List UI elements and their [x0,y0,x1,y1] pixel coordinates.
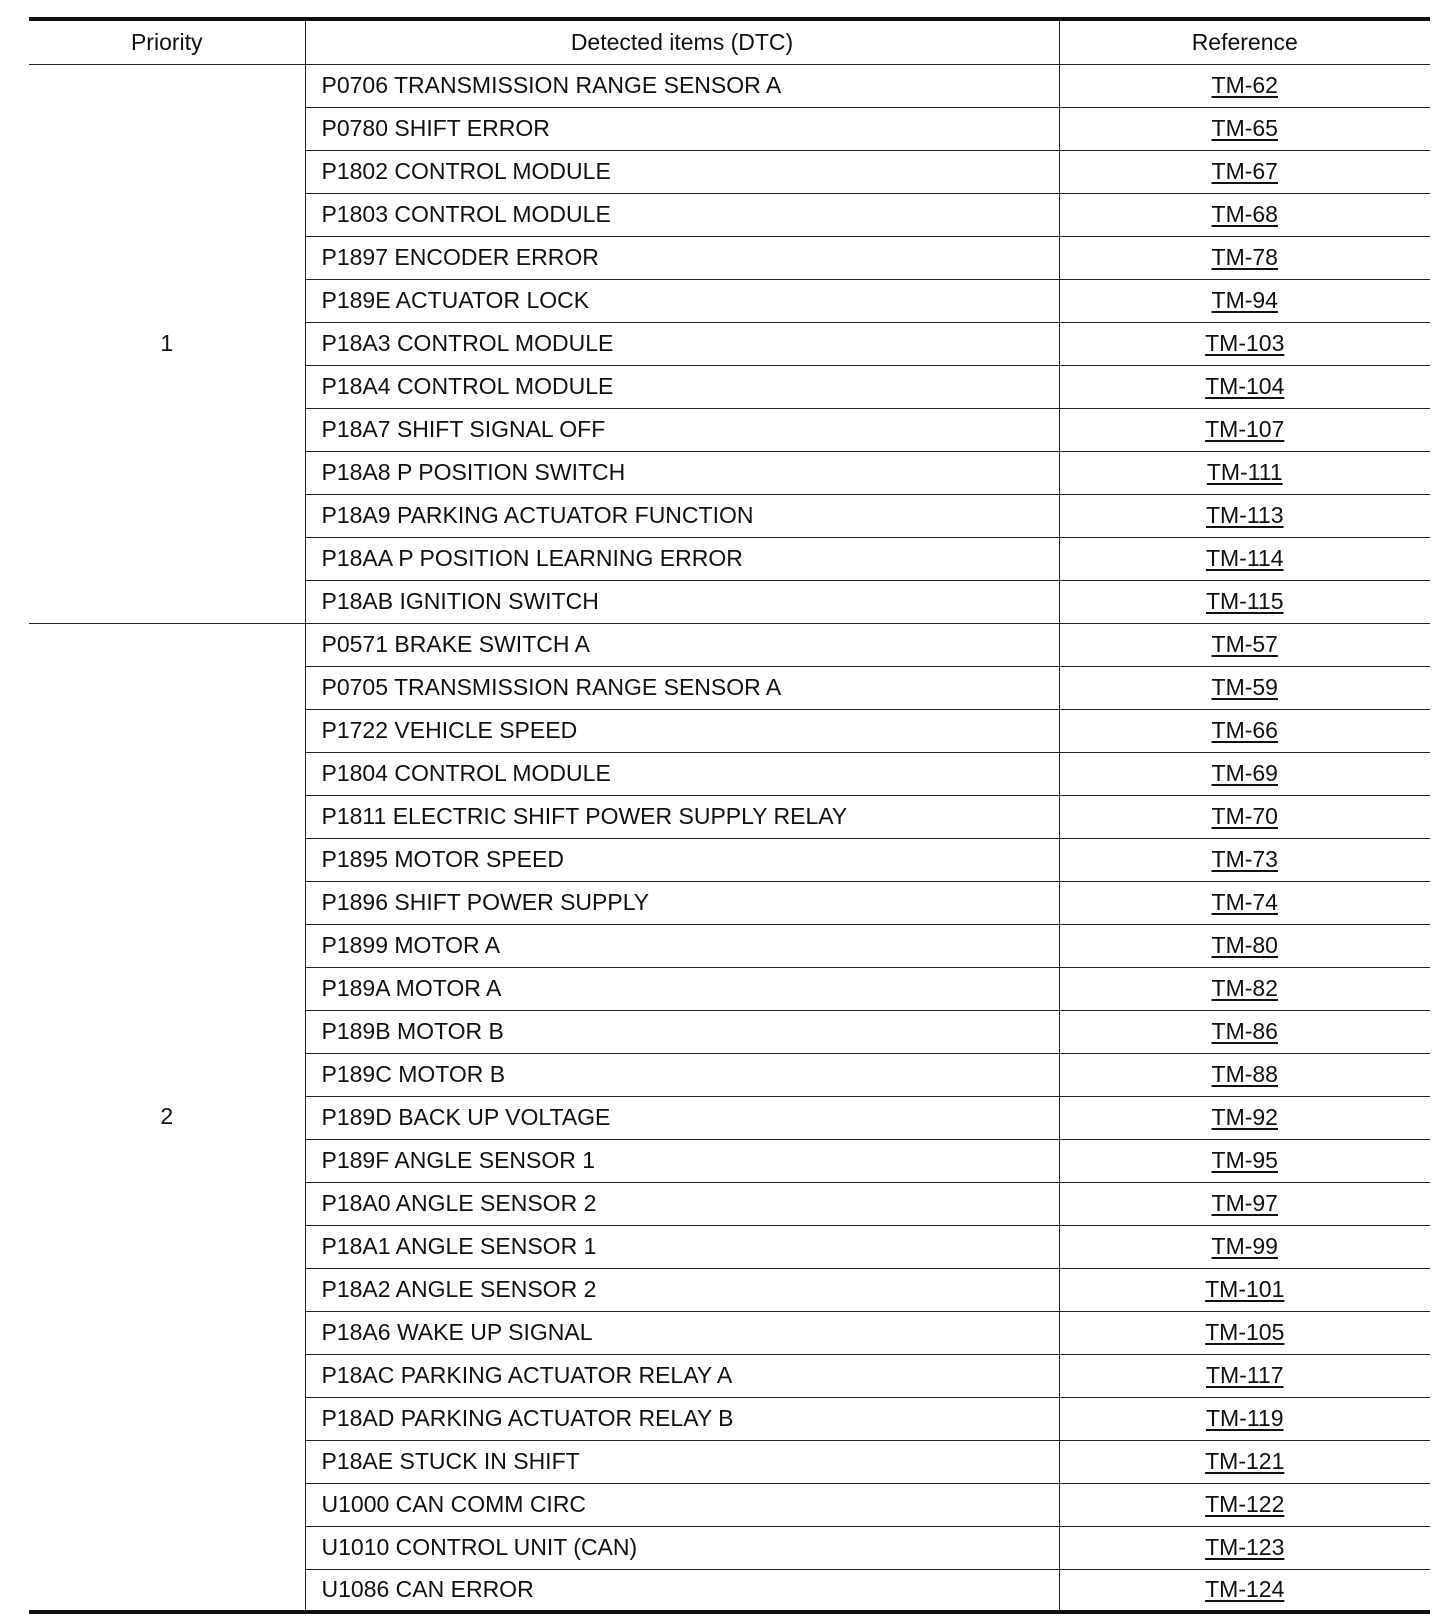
reference-cell [1059,623,1430,666]
reference-cell [1059,193,1430,236]
reference-link[interactable]: TM-69 [1211,760,1278,786]
dtc-cell: P18A3 CONTROL MODULE [305,322,1059,365]
reference-link[interactable]: TM-92 [1211,1104,1278,1130]
reference-link[interactable]: TM-124 [1205,1576,1285,1603]
reference-link[interactable]: TM-86 [1211,1018,1278,1044]
table-row [29,64,1430,107]
reference-link[interactable]: TM-121 [1205,1448,1285,1474]
reference-cell [1059,580,1430,623]
reference-link[interactable]: TM-66 [1211,717,1278,743]
reference-cell [1059,1096,1430,1139]
dtc-cell: P18A9 PARKING ACTUATOR FUNCTION [305,494,1059,537]
reference-cell [1059,365,1430,408]
dtc-cell: P1811 ELECTRIC SHIFT POWER SUPPLY RELAY [305,795,1059,838]
dtc-priority-table [29,17,1430,1614]
dtc-cell: P18AC PARKING ACTUATOR RELAY A [305,1354,1059,1397]
header-reference: Reference [1059,19,1430,64]
reference-link[interactable]: TM-99 [1211,1233,1278,1259]
reference-cell [1059,150,1430,193]
dtc-cell: P189E ACTUATOR LOCK [305,279,1059,322]
dtc-cell: P1722 VEHICLE SPEED [305,709,1059,752]
reference-cell [1059,1569,1430,1612]
reference-link[interactable]: TM-57 [1211,631,1278,657]
dtc-cell: P1897 ENCODER ERROR [305,236,1059,279]
reference-link[interactable]: TM-114 [1205,545,1284,571]
dtc-cell: P18AA P POSITION LEARNING ERROR [305,537,1059,580]
reference-cell [1059,881,1430,924]
reference-link[interactable]: TM-119 [1205,1405,1284,1431]
reference-link[interactable]: TM-65 [1211,115,1278,141]
reference-link[interactable]: TM-59 [1211,674,1278,700]
reference-link[interactable]: TM-97 [1211,1190,1278,1216]
reference-cell [1059,1526,1430,1569]
reference-cell [1059,752,1430,795]
priority-cell: 1 [29,64,305,623]
priority-cell: 2 [29,623,305,1612]
dtc-cell: P18A6 WAKE UP SIGNAL [305,1311,1059,1354]
dtc-cell: P18A2 ANGLE SENSOR 2 [305,1268,1059,1311]
dtc-cell: U1010 CONTROL UNIT (CAN) [305,1526,1059,1569]
reference-cell [1059,838,1430,881]
reference-cell [1059,1397,1430,1440]
dtc-cell: P18A1 ANGLE SENSOR 1 [305,1225,1059,1268]
reference-link[interactable]: TM-117 [1205,1362,1284,1388]
reference-link[interactable]: TM-107 [1205,416,1285,442]
reference-cell [1059,322,1430,365]
reference-cell [1059,709,1430,752]
reference-cell [1059,1268,1430,1311]
reference-link[interactable]: TM-113 [1205,502,1284,528]
reference-link[interactable]: TM-94 [1211,287,1278,313]
reference-cell [1059,666,1430,709]
header-priority: Priority [29,19,305,64]
dtc-cell: P1896 SHIFT POWER SUPPLY [305,881,1059,924]
reference-cell [1059,1053,1430,1096]
dtc-cell: P18A8 P POSITION SWITCH [305,451,1059,494]
reference-cell [1059,1139,1430,1182]
dtc-cell: P0705 TRANSMISSION RANGE SENSOR A [305,666,1059,709]
dtc-cell: P189A MOTOR A [305,967,1059,1010]
reference-link[interactable]: TM-74 [1211,889,1278,915]
reference-link[interactable]: TM-67 [1211,158,1278,184]
reference-cell [1059,924,1430,967]
reference-link[interactable]: TM-62 [1211,72,1278,98]
dtc-cell: U1086 CAN ERROR [305,1569,1059,1612]
reference-cell [1059,537,1430,580]
reference-link[interactable]: TM-95 [1211,1147,1278,1173]
dtc-cell: P0706 TRANSMISSION RANGE SENSOR A [305,64,1059,107]
dtc-cell: P18A4 CONTROL MODULE [305,365,1059,408]
dtc-cell: P1802 CONTROL MODULE [305,150,1059,193]
reference-link[interactable]: TM-123 [1205,1534,1285,1560]
dtc-cell: P18A0 ANGLE SENSOR 2 [305,1182,1059,1225]
reference-link[interactable]: TM-82 [1211,975,1278,1001]
reference-link[interactable]: TM-103 [1205,330,1285,356]
dtc-cell: P189F ANGLE SENSOR 1 [305,1139,1059,1182]
reference-cell [1059,795,1430,838]
dtc-cell: P18AE STUCK IN SHIFT [305,1440,1059,1483]
dtc-cell: P189D BACK UP VOLTAGE [305,1096,1059,1139]
reference-link[interactable]: TM-68 [1211,201,1278,227]
reference-cell [1059,236,1430,279]
reference-cell [1059,64,1430,107]
reference-cell [1059,967,1430,1010]
reference-cell [1059,494,1430,537]
table-row [29,623,1430,666]
reference-cell [1059,1440,1430,1483]
dtc-cell: P0571 BRAKE SWITCH A [305,623,1059,666]
reference-link[interactable]: TM-104 [1205,373,1285,399]
reference-link[interactable]: TM-115 [1205,588,1284,614]
reference-link[interactable]: TM-111 [1206,459,1283,485]
reference-cell [1059,408,1430,451]
reference-link[interactable]: TM-122 [1205,1491,1285,1517]
reference-link[interactable]: TM-70 [1211,803,1278,829]
dtc-cell: P1895 MOTOR SPEED [305,838,1059,881]
dtc-cell: P1804 CONTROL MODULE [305,752,1059,795]
dtc-cell: P189B MOTOR B [305,1010,1059,1053]
table-header-row [29,19,1430,64]
dtc-cell: P18AB IGNITION SWITCH [305,580,1059,623]
dtc-cell: P0780 SHIFT ERROR [305,107,1059,150]
reference-cell [1059,1311,1430,1354]
reference-link[interactable]: TM-78 [1211,244,1278,270]
dtc-cell: P18A7 SHIFT SIGNAL OFF [305,408,1059,451]
reference-cell [1059,279,1430,322]
dtc-cell: U1000 CAN COMM CIRC [305,1483,1059,1526]
reference-cell [1059,1483,1430,1526]
reference-link[interactable]: TM-105 [1205,1319,1285,1345]
reference-cell [1059,1225,1430,1268]
reference-cell [1059,1354,1430,1397]
reference-link[interactable]: TM-80 [1211,932,1278,958]
reference-link[interactable]: TM-88 [1211,1061,1278,1087]
reference-cell [1059,1182,1430,1225]
table-body [29,64,1430,1612]
reference-link[interactable]: TM-73 [1211,846,1278,872]
dtc-cell: P1803 CONTROL MODULE [305,193,1059,236]
reference-cell [1059,1010,1430,1053]
dtc-cell: P1899 MOTOR A [305,924,1059,967]
dtc-cell: P18AD PARKING ACTUATOR RELAY B [305,1397,1059,1440]
dtc-cell: P189C MOTOR B [305,1053,1059,1096]
reference-cell [1059,107,1430,150]
header-detected-items: Detected items (DTC) [305,19,1059,64]
reference-link[interactable]: TM-101 [1205,1276,1285,1302]
reference-cell [1059,451,1430,494]
